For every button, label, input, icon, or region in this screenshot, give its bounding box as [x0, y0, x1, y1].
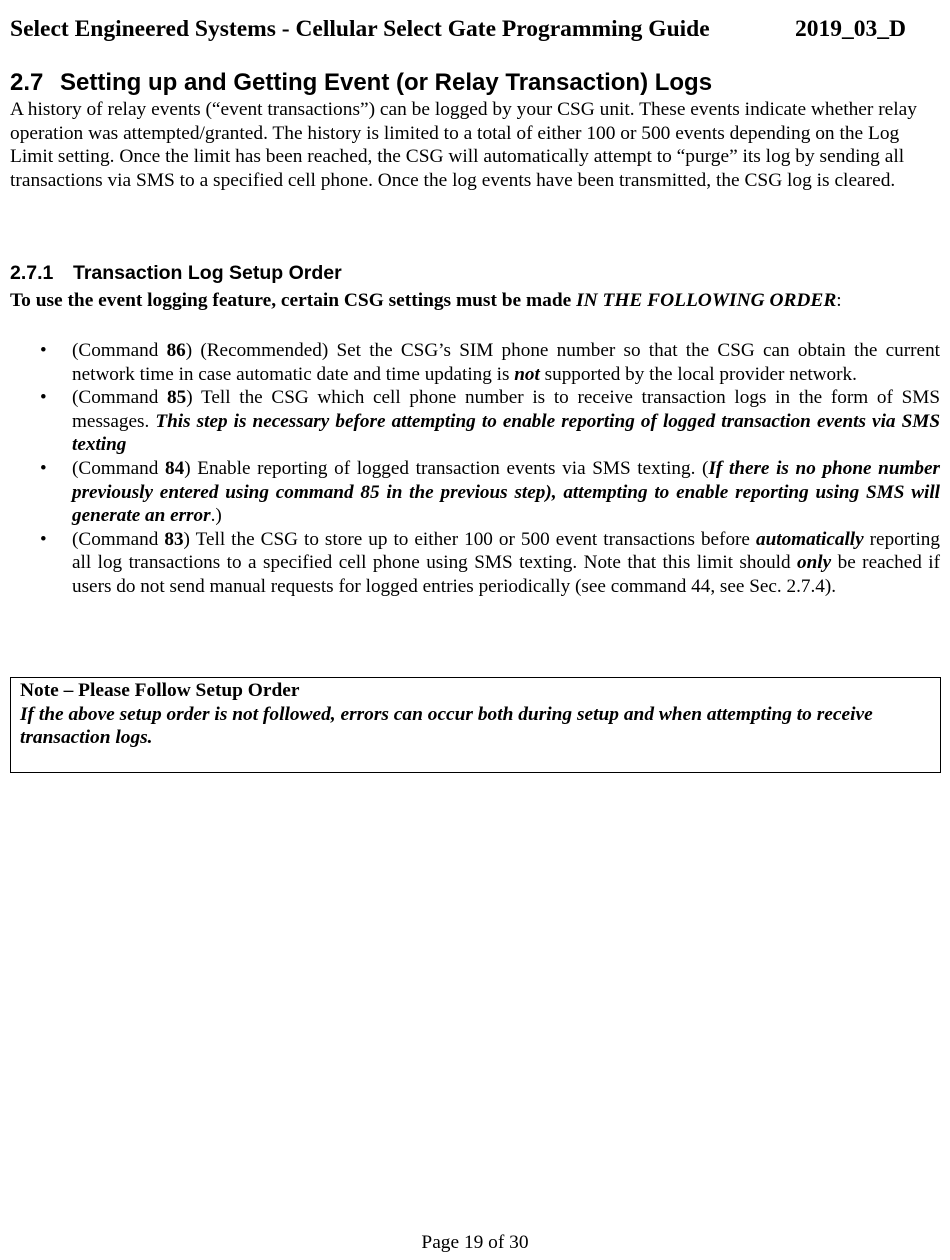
- header-version: 2019_03_D: [795, 16, 906, 42]
- bullet-icon: •: [40, 340, 47, 361]
- header-title: Select Engineered Systems - Cellular Select Gate Programming Guide: [10, 16, 710, 42]
- section-number: 2.7: [10, 69, 44, 96]
- list-item: • (Command 84) Enable reporting of logged transaction events via SMS texting. (If there is no phone number previously entered using command 85 in the previous step), attempting to enable reporting using SMS will generate an error.): [40, 457, 941, 527]
- list-item: • (Command 83) Tell the CSG to store up to either 100 or 500 event transactions before automatically reporting all log transactions to a specified cell phone using SMS texting. Note that this limit should only be reached if users do not send manual requests for logged entries periodically (see command 44, see Sec. 2.7.4).: [40, 528, 940, 597]
- lead-colon: :: [836, 290, 842, 311]
- lead-emphasis: IN THE FOLLOWING ORDER: [576, 290, 837, 311]
- list-item: • (Command 85) Tell the CSG which cell phone number is to receive transaction logs in the form of SMS messages. This step is necessary before attempting to enable reporting of logged transaction events via SMS texting: [40, 387, 940, 456]
- bullet-icon: •: [40, 457, 47, 479]
- command-number: 85: [167, 387, 187, 409]
- section-intro: A history of relay events (“event transactions”) can be logged by your CSG unit. These events indicate whether relay operation was attempted/granted. The history is limited to a total of either 100 or 500 events depending on the Log Limit setting. Once the limit has been reached, the CSG will automatically attempt to “purge” its log by sending all transactions via SMS to a specified cell phone. Once the log events have been transmitted, the CSG log is cleared.: [10, 99, 917, 191]
- command-number: 84: [165, 457, 185, 479]
- section-heading: [10, 68, 712, 98]
- setup-order-note: [10, 677, 941, 773]
- bullet-icon: •: [40, 387, 47, 409]
- bullet-icon: •: [40, 528, 47, 550]
- subsection-number: 2.7.1: [10, 262, 54, 284]
- command-number: 86: [166, 340, 186, 361]
- section-title: Setting up and Getting Event (or Relay Transaction) Logs: [60, 69, 713, 96]
- command-number: 83: [164, 528, 184, 550]
- subsection-title: Transaction Log Setup Order: [73, 262, 342, 284]
- setup-steps-list: [0, 339, 940, 599]
- subsection-heading: [10, 261, 342, 285]
- page-header: [10, 14, 910, 44]
- setup-order-lead: [10, 289, 940, 313]
- note-title: Note – Please Follow Setup Order: [20, 680, 300, 701]
- list-item: • (Command 86) (Recommended) Set the CSG’s SIM phone number so that the CSG can obtain the current network time in case automatic date and time updating is not supported by the local provider network.: [40, 340, 940, 385]
- page-number: Page 19 of 30: [421, 1232, 529, 1253]
- note-body: If the above setup order is not followed, errors can occur both during setup and when attempting to receive transaction logs.: [20, 703, 873, 749]
- lead-text: To use the event logging feature, certain CSG settings must be made: [10, 290, 577, 311]
